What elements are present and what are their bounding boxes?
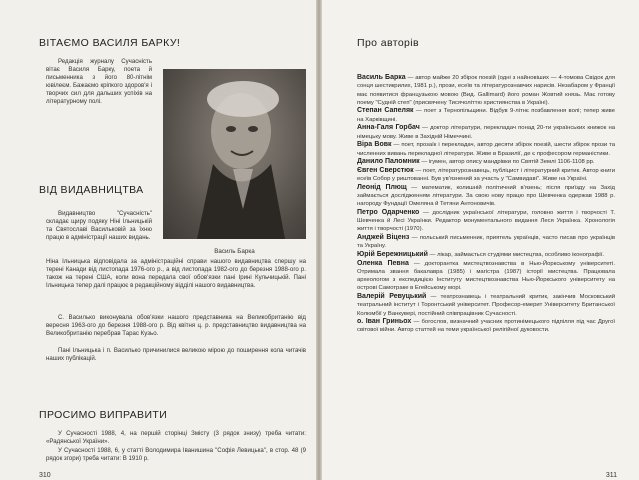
author-name: Оленка Певна <box>357 259 409 267</box>
left-page <box>0 0 318 480</box>
author-name: Юрій Бережницький <box>357 250 428 258</box>
author-bio: — автор майже 20 збірок поезій (одні з найновіших — 4-томова Свідок для сонця шестикрилих, 1981 р.), прози, есеїв та літературознавчих нарисів. Незабаром у Франції має появитися французькою мовою (Вид. Gallimard) його роман Жовтий князь. Має готову поему "Судній степ" (присвячену Тисячоліттю християнства в Україні). <box>357 75 616 106</box>
author-entry <box>357 107 615 124</box>
author-entry <box>357 158 615 166</box>
author-entry <box>357 251 615 259</box>
author-bio: — дослідник української літератури, головно життя і творчості Т. Шевченка й Лесі Українки. Редактор монументального видання Леся Українка. Хронологія життя і творчості (1970). <box>357 209 615 233</box>
correction-1: У Сучасності 1988, 4, на першій сторінці Змісту (3 рядок знизу) треба читати: «Радянської України». <box>46 430 306 446</box>
author-bio: — докторантка мистецтвознавства в Нью-Йоркському університеті. Отримала звання бакалавра (1985) і магістра (1987) історії мистецтва. Працювала археологом з експедицією Інституту мистецтвознавства Нью-Йоркського університету на острові Самотраке в Егейському морі. <box>357 260 616 292</box>
author-bio: — польський письменник, приятель українців, часто писав про українців та Україну. <box>357 235 615 250</box>
author-photo <box>163 69 306 239</box>
authors-heading: Про авторів <box>357 37 420 49</box>
author-entry <box>357 260 615 293</box>
author-bio: — математик, колишній політичний в'язень; після приїзду на Захід займається дослідженням літератури. За свою нову працю про Шевченка одержав 1988 р. нагороду Фундації Омеляна й Тетяни Антоновичів. <box>357 184 615 208</box>
author-entry <box>357 124 615 141</box>
author-bio: — богослов, визначний учасник протинімецького підпілля під час Другої світової війни. Автор статтей на теми української релігійної дуковости. <box>357 319 615 334</box>
author-bio: — поет, літературознавець, публіцист і літературний критик. Автор книги есеїв Собор у риштованні. Був ув'язнений за участь у "Самвидаві". Живе на Україні. <box>357 167 615 183</box>
author-name: Василь Барка <box>357 74 406 81</box>
author-entry <box>357 184 615 209</box>
author-bio: — доктор літератури, перекладач понад 20-ти українських книжок на німецьку мову. Живе в Західній Німеччині. <box>357 125 615 140</box>
authors-list <box>357 74 615 335</box>
greeting-heading: ВІТАЄМО ВАСИЛЯ БАРКУ! <box>39 37 181 49</box>
photo-caption: Василь Барка <box>214 248 255 255</box>
correction-2: У Сучасності 1988, 6, у статті Володимира Іванишина "Софія Левицька", в стор. 48 (9 рядок згори) треба читати: В 1910 р. <box>46 447 306 463</box>
author-bio: — ігумен, автор опису мандрівки по Святій Землі 1106-1108 рр. <box>421 159 595 166</box>
author-bio: — театрознавець і театральний критик, закінчив Московський театральний інститут і Торонтський університет. Професор-емерит Університету Британської Колюмбії у Ванкувері, постійний співпрацівник Сучасності. <box>357 293 616 317</box>
author-entry <box>357 74 615 107</box>
publisher-heading: ВІД ВИДАВНИЦТВА <box>39 184 144 196</box>
author-bio: — поет, прозаїк і перекладач, автор десяти збірок поезій, шести збірок прози та численних вивань перекладної літератури. Живе в Бразилії, де є професором германістики. <box>357 142 615 157</box>
publisher-paragraph-1: Видавництво "Сучасність" складає щиру подяку Ніні Ільницькій та Святославі Васильковій за їхню працю в адміністрації наших видань. <box>46 210 152 242</box>
page-number-right: 311 <box>605 472 617 479</box>
author-entry <box>357 293 615 318</box>
author-name: Степан Сапеляк <box>357 107 414 115</box>
publisher-paragraph-3: С. Василько виконувала обов'язки нашого представника на Великобританію від вересня 1963-ого до березня 1988-ого р. Від квітня ц. р. представництво видавництва на Великобританію перебрав Тарас Кузьо. <box>46 314 306 338</box>
page-number-left: 310 <box>39 472 51 479</box>
publisher-paragraph-4: Пані Ільницька і п. Василько причинилися великою мірою до поширення кола читачів наших публікацій. <box>46 347 306 363</box>
author-name: Віра Вовк <box>357 141 392 149</box>
author-name: Анна-Галя Горбач <box>357 124 420 132</box>
author-name: Леонід Плющ <box>357 183 407 191</box>
publisher-paragraph-2: Ніна Ільницька відповідала за адміністраційні справи нашого видавництва спершу на терені Канади від листопада 1976-ого р., а від листопада 1982-ого до березня 1988-ого р. також на терені США, коли вона передала свої обов'язки пані Ірині Кульчицькій. Пані Ільницька тепер далі працює в редакційному відділі нашого видавництва. <box>46 258 306 290</box>
author-entry <box>357 141 615 158</box>
portrait-image <box>163 69 306 239</box>
author-entry <box>357 167 615 184</box>
author-entry <box>357 209 615 234</box>
greeting-paragraph: Редакція журналу Сучасність вітає Василя Барку, поета й письменника з його 80-літнім ювілеєм. Бажаємо кріпкого здоров'я і творчих сил для дальших успіхів на літературному полі. <box>46 58 152 106</box>
author-name: Євген Сверстюк <box>357 166 414 174</box>
author-name: Данило Паломник <box>357 158 420 166</box>
author-name: Анджей Віценз <box>357 234 410 242</box>
author-bio: — поет з Тернопільщини. Відбув 9-літнє позбавлення волі; тепер живе на Харківщині. <box>357 108 615 123</box>
author-entry <box>357 318 615 335</box>
book-gutter <box>316 0 322 480</box>
author-bio: — лікар, займається студіями мистецтва, особливо іконографії. <box>429 251 605 258</box>
corrections-heading: ПРОСИМО ВИПРАВИТИ <box>39 409 168 421</box>
author-entry <box>357 234 615 251</box>
author-name: Петро Одарченко <box>357 208 420 216</box>
author-name: о. Іван Гриньох <box>357 318 412 326</box>
author-name: Валерій Ревуцький <box>357 292 427 300</box>
